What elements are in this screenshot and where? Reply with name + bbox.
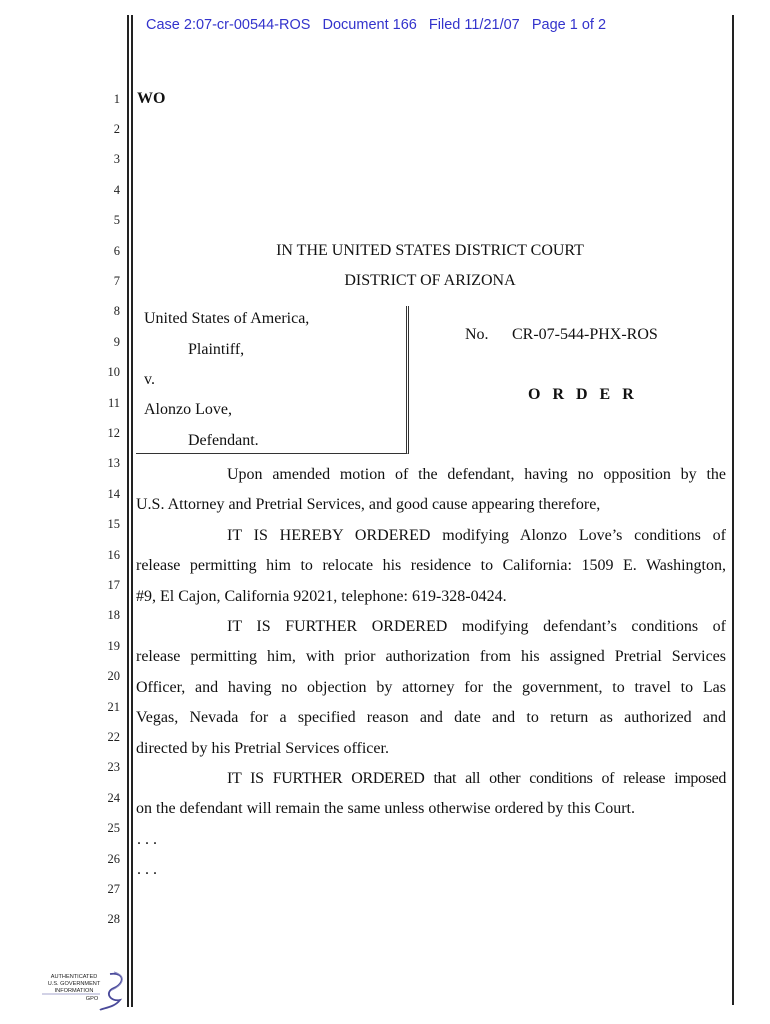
line-number: 26 [107,852,120,866]
left-margin-rule-inner [131,15,133,1007]
case-caption-box [136,306,409,454]
plaintiff-role: Plaintiff, [188,341,245,358]
header-filed: Filed 11/21/07 [428,17,520,33]
right-margin-rule [732,15,734,1005]
line-number: 16 [107,548,120,562]
line-number: 18 [107,608,120,622]
line-number: 19 [107,639,120,653]
ellipsis: . . . [137,831,157,848]
line-number: 11 [107,396,120,410]
line-number: 22 [107,730,120,744]
line-number: 7 [113,274,120,288]
gpo-authentication-seal-icon [40,970,130,1012]
body-line: Officer, and having no objection by attorney for the government, to travel to Las [136,679,726,696]
line-number: 28 [107,912,120,926]
line-number: 2 [113,122,120,136]
header-case: Case 2:07-cr-00544-ROS [146,17,311,33]
line-number: 1 [113,92,120,106]
line-number: 8 [113,304,120,318]
logo-line-2: U.S. GOVERNMENT [47,981,101,987]
versus: v. [144,371,155,388]
case-number-label: No. [465,326,489,343]
case-number: CR-07-544-PHX-ROS [512,326,658,343]
logo-line-4: GPO [85,996,99,1002]
court-district: DISTRICT OF ARIZONA [344,272,516,289]
line-number: 21 [107,700,120,714]
body-line: Vegas, Nevada for a specified reason and date and to return as authorized and [136,709,726,726]
line-number: 24 [107,791,120,805]
line-number: 3 [113,152,120,166]
body-line: U.S. Attorney and Pretrial Services, and good cause appearing therefore, [136,496,601,513]
body-line: release permitting him, with prior authorization from his assigned Pretrial Services [136,648,726,665]
line-number: 25 [107,821,120,835]
left-margin-rule [127,15,129,1007]
line-number: 12 [107,426,120,440]
body-line: IT IS FURTHER ORDERED modifying defendant’s conditions of [227,618,726,635]
body-line: #9, El Cajon, California 92021, telephone: 619-328-0424. [136,588,507,605]
court-name: IN THE UNITED STATES DISTRICT COURT [276,242,584,259]
line-number: 5 [113,213,120,227]
logo-line-3: INFORMATION [54,988,94,994]
header-document: Document 166 [322,17,417,33]
ecf-header [146,17,606,33]
line-number: 27 [107,882,120,896]
logo-line-1: AUTHENTICATED [50,974,98,980]
body-line: on the defendant will remain the same unless otherwise ordered by this Court. [136,800,635,817]
body-line: IT IS FURTHER ORDERED that all other conditions of release imposed [227,770,726,787]
body-line: release permitting him to relocate his residence to California: 1509 E. Washington, [136,557,726,574]
line-number: 23 [107,760,120,774]
plaintiff-name: United States of America, [144,310,310,327]
line-number: 4 [113,183,120,197]
line-number: 17 [107,578,120,592]
line-number: 9 [113,335,120,349]
body-line: directed by his Pretrial Services officer. [136,740,389,757]
body-line: Upon amended motion of the defendant, having no opposition by the [227,466,726,483]
line-number: 6 [113,244,120,258]
defendant-name: Alonzo Love, [144,401,232,418]
line-number: 15 [107,517,120,531]
line-number: 14 [107,487,120,501]
body-line: IT IS HEREBY ORDERED modifying Alonzo Love’s conditions of [227,527,726,544]
line-number: 13 [107,456,120,470]
defendant-role: Defendant. [188,432,259,449]
order-title: O R D E R [528,386,638,403]
ellipsis: . . . [137,861,157,878]
line-number: 20 [107,669,120,683]
line-number: 10 [107,365,120,379]
wo-marker: WO [137,90,166,107]
header-page: Page 1 of 2 [531,17,607,33]
